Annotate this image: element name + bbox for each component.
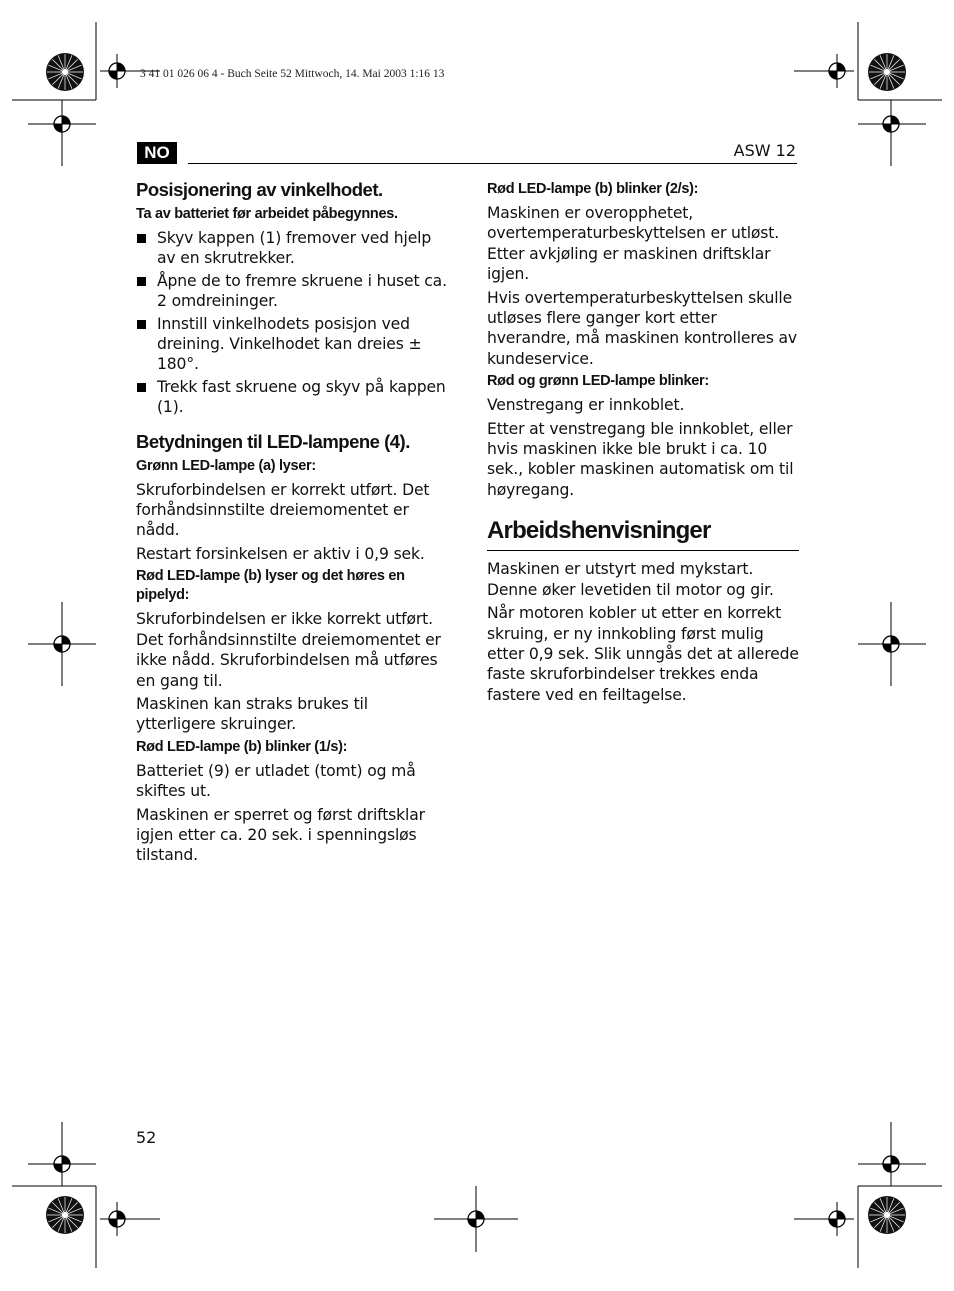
red-led-beep-heading: Rød LED-lampe (b) lyser og det høres en pipelyd: — [136, 568, 405, 604]
bullet-square-icon — [137, 383, 146, 392]
red-led-1s-heading: Rød LED-lampe (b) blinker (1/s): — [136, 738, 348, 755]
model-label: ASW 12 — [733, 141, 796, 160]
color-wheel-icon — [868, 1196, 906, 1234]
list-item: Skyv kappen (1) fremover ved hjelp av en skrutrekker. — [136, 228, 448, 269]
red-led-2s-heading: Rød LED-lampe (b) blinker (2/s): — [487, 181, 699, 197]
section-rule — [487, 550, 799, 551]
red-green-led-heading: Rød og grønn LED-lampe blinker: — [487, 373, 709, 390]
bottom-center-crop-marks — [434, 1186, 518, 1252]
print-info-line: 3 41 01 026 06 4 - Buch Seite 52 Mittwoch, 14. Mai 2003 1:16 13 — [140, 68, 445, 80]
color-wheel-icon — [46, 53, 84, 91]
left-column — [136, 178, 448, 869]
battery-warning: Ta av batteriet før arbeidet påbegynnes. — [136, 206, 398, 222]
right-column — [487, 178, 799, 708]
paragraph: Maskinen er overopphetet, overtemperaturbeskyttelsen er utløst. Etter avkjøling er maskinen driftsklar igjen. — [487, 204, 780, 284]
section-title-work-instructions: Arbeidshenvisninger — [487, 517, 711, 545]
section-title-positioning: Posisjonering av vinkelhodet. — [136, 179, 383, 200]
paragraph: Etter at venstregang ble innkoblet, eller hvis maskinen ikke ble brukt i ca. 10 sek., kobler maskinen automatisk om til høyregang. — [487, 419, 794, 499]
list-item: Trekk fast skruene og skyv på kappen (1). — [136, 377, 448, 418]
green-led-heading: Grønn LED-lampe (a) lyser: — [136, 457, 316, 474]
bullet-square-icon — [137, 277, 146, 286]
paragraph: Maskinen er utstyrt med mykstart. Denne øker levetiden til motor og gir. — [487, 560, 774, 599]
positioning-steps — [136, 228, 448, 418]
top-right-crop-marks — [794, 22, 942, 166]
list-item: Åpne de to fremre skruene i huset ca. 2 omdreininger. — [136, 271, 448, 312]
paragraph: Restart forsinkelsen er aktiv i 0,9 sek. — [136, 544, 425, 563]
header-rule — [188, 163, 797, 164]
paragraph: Når motoren kobler ut etter en korrekt skruing, er ny innkobling først mulig etter 0,9 sek. Slik unngås det at allerede faste skruforbindelser trekkes enda fastere ved en feiltagelse. — [487, 604, 799, 704]
paragraph: Maskinen er sperret og først driftsklar igjen etter ca. 20 sek. i spenningsløs tilstand. — [136, 805, 425, 865]
section-title-led: Betydningen til LED-lampene (4). — [136, 430, 410, 452]
bullet-square-icon — [137, 234, 146, 243]
paragraph: Venstregang er innkoblet. — [487, 396, 685, 415]
paragraph: Skruforbindelsen er korrekt utført. Det forhåndsinnstilte dreiemomentet er nådd. — [136, 480, 430, 540]
color-wheel-icon — [46, 1196, 84, 1234]
paragraph: Batteriet (9) er utladet (tomt) og må skiftes ut. — [136, 761, 416, 801]
page-number: 52 — [136, 1128, 157, 1147]
paragraph: Maskinen kan straks brukes til ytterligere skruinger. — [136, 694, 368, 734]
color-wheel-icon — [868, 53, 906, 91]
list-item: Innstill vinkelhodets posisjon ved dreining. Vinkelhodet kan dreies ± 180°. — [136, 314, 448, 375]
bullet-square-icon — [137, 320, 146, 329]
bottom-right-crop-marks — [794, 1122, 942, 1268]
paragraph: Skruforbindelsen er ikke korrekt utført. Det forhåndsinnstilte dreiemomentet er ikke nådd. Skruforbindelsen må utføres en gang til. — [136, 610, 441, 690]
paragraph: Hvis overtemperaturbeskyttelsen skulle utløses flere ganger kort etter hverandre, må maskinen kontrolleres av kundeservice. — [487, 288, 797, 368]
language-badge: NO — [137, 142, 177, 164]
